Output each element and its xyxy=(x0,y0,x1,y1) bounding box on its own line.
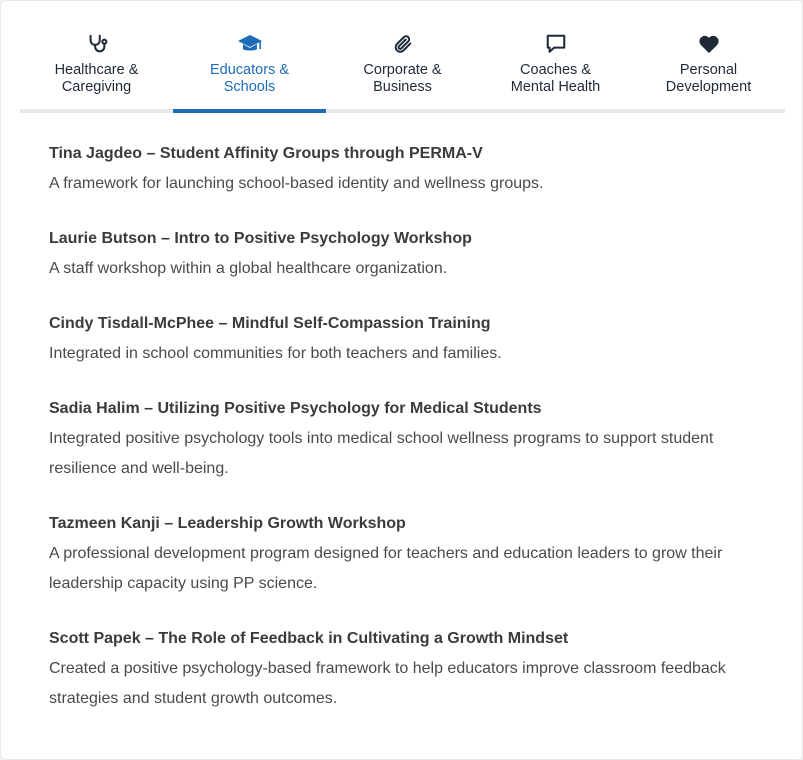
paperclip-icon xyxy=(392,33,414,55)
list-item xyxy=(49,309,769,369)
tab-label: Healthcare & Caregiving xyxy=(54,62,139,95)
item-title: Sadia Halim – Utilizing Positive Psychology for Medical Students xyxy=(49,400,542,417)
tab-label: Personal Development xyxy=(665,62,752,95)
item-title: Scott Papek – The Role of Feedback in Cultivating a Growth Mindset xyxy=(49,630,569,647)
content-card xyxy=(1,1,802,759)
item-description: A staff workshop within a global healthcare organization. xyxy=(49,260,448,277)
item-description: A framework for launching school-based identity and wellness groups. xyxy=(49,175,544,192)
tab-label: Educators & Schools xyxy=(210,62,289,95)
item-title: Tazmeen Kanji – Leadership Growth Workshop xyxy=(49,515,406,532)
item-title: Cindy Tisdall-McPhee – Mindful Self-Compassion Training xyxy=(49,315,491,332)
project-list xyxy=(49,139,769,739)
list-item xyxy=(49,139,769,199)
list-item xyxy=(49,394,769,484)
list-item xyxy=(49,509,769,599)
item-description: Integrated in school communities for both teachers and families. xyxy=(49,345,502,362)
item-description: Created a positive psychology-based framework to help educators improve classroom feedback strategies and student growth outcomes. xyxy=(49,660,726,707)
item-title: Tina Jagdeo – Student Affinity Groups through PERMA-V xyxy=(49,145,483,162)
heart-icon xyxy=(698,33,720,55)
item-title: Laurie Butson – Intro to Positive Psychology Workshop xyxy=(49,230,472,247)
tab-corporate-business[interactable] xyxy=(326,23,479,109)
tab-educators-schools[interactable] xyxy=(173,23,326,109)
stethoscope-icon xyxy=(86,33,108,55)
item-description: A professional development program designed for teachers and education leaders to grow their leadership capacity using PP science. xyxy=(49,545,723,592)
tab-healthcare-caregiving[interactable] xyxy=(20,23,173,109)
tab-label: Corporate & Business xyxy=(363,62,442,95)
tab-coaches-mental-health[interactable] xyxy=(479,23,632,109)
list-item xyxy=(49,624,769,714)
graduation-cap-icon xyxy=(237,33,263,55)
speech-bubble-icon xyxy=(545,33,567,55)
tab-personal-development[interactable] xyxy=(632,23,785,109)
category-tabs xyxy=(20,23,785,113)
list-item xyxy=(49,224,769,284)
tab-label: Coaches & Mental Health xyxy=(510,62,601,95)
item-description: Integrated positive psychology tools into medical school wellness programs to support student resilience and well-being. xyxy=(49,430,714,477)
